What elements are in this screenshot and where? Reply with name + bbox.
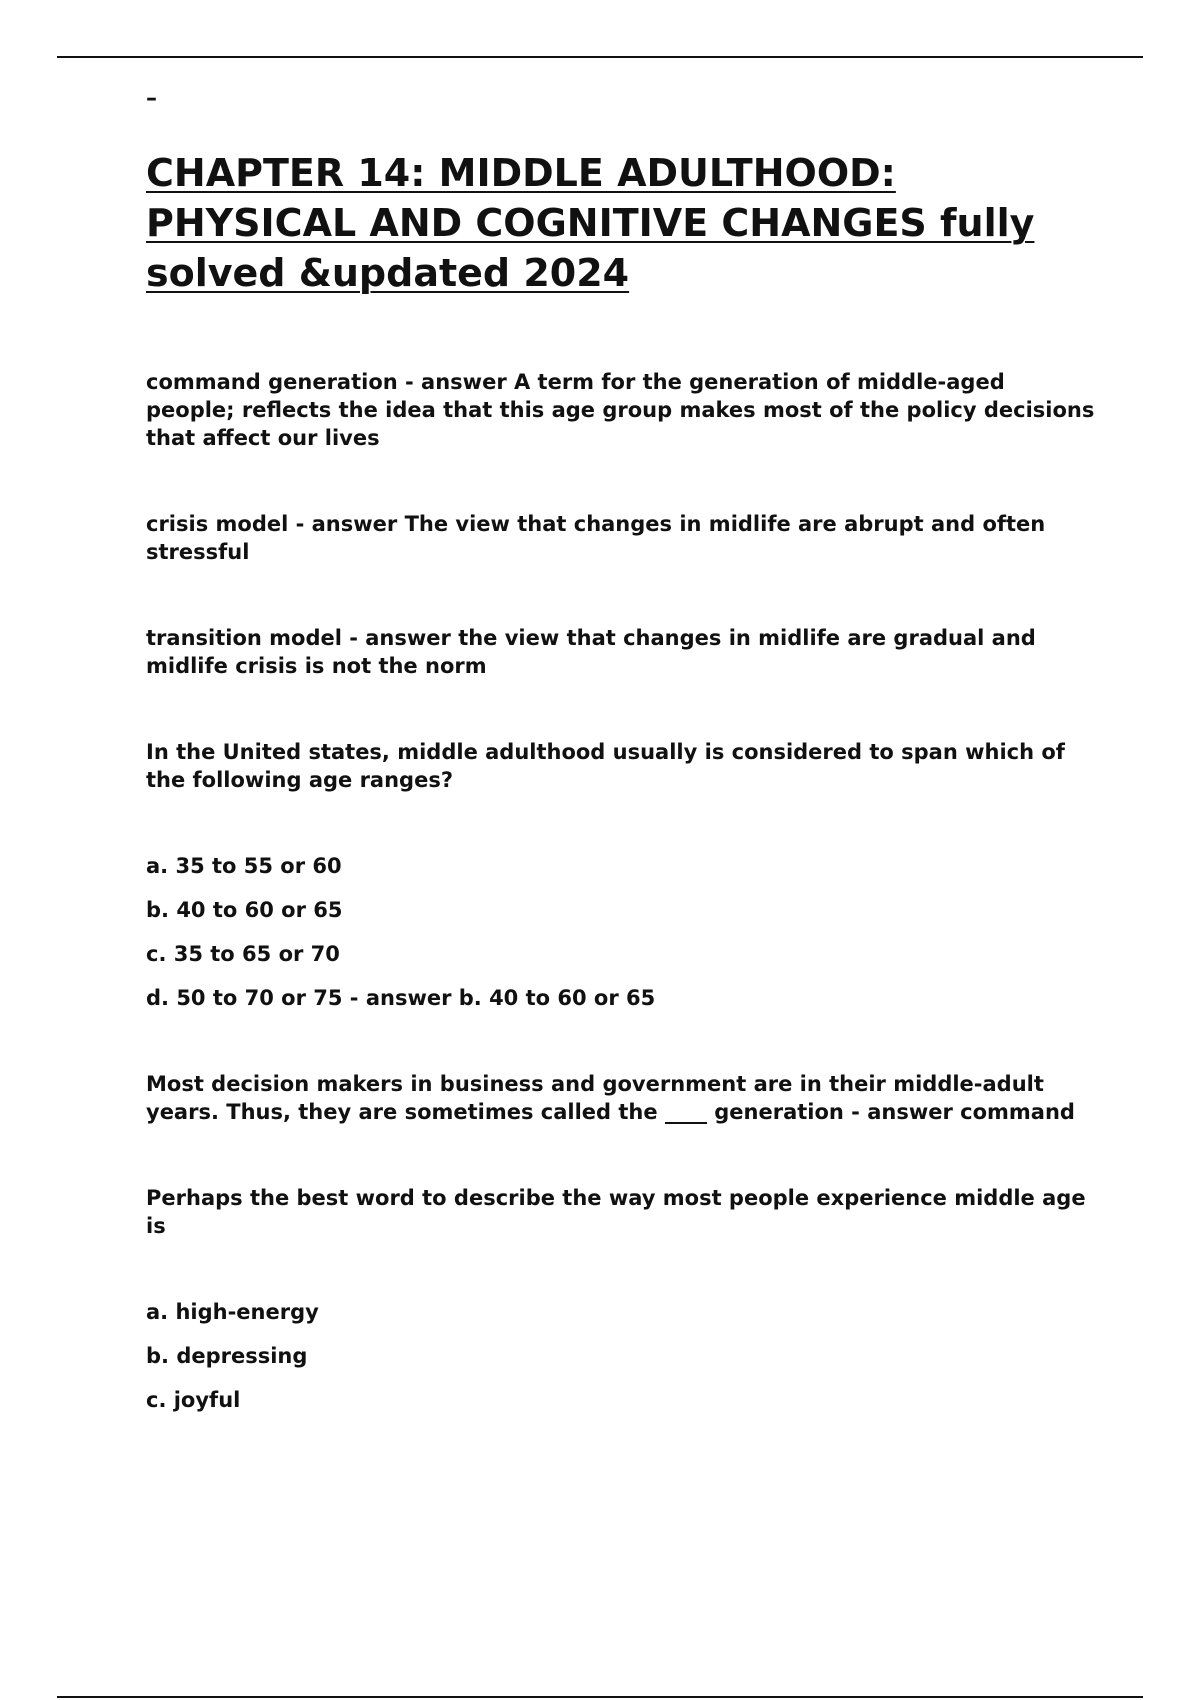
flashcard-crisis-model: crisis model - answer The view that changes in midlife are abrupt and often stressful <box>146 512 1046 564</box>
document-body <box>146 88 1096 1414</box>
answer-option: b. 40 to 60 or 65 <box>146 898 343 922</box>
answer-option: c. joyful <box>146 1388 241 1412</box>
flashcard-transition-model: transition model - answer the view that changes in midlife are gradual and midlife crisis is not the norm <box>146 626 1036 678</box>
top-rule <box>57 56 1143 58</box>
answer-option: a. 35 to 55 or 60 <box>146 854 342 878</box>
answer-option: b. depressing <box>146 1344 308 1368</box>
answer-options-middle-age <box>146 1298 1096 1414</box>
leading-mark: – <box>146 86 157 111</box>
question-middle-age-experience: Perhaps the best word to describe the way most people experience middle age is <box>146 1186 1086 1238</box>
answer-options-age-range <box>146 852 1096 1012</box>
answer-option: c. 35 to 65 or 70 <box>146 942 340 966</box>
question-age-range: In the United states, middle adulthood usually is considered to span which of the following age ranges? <box>146 740 1065 792</box>
flashcard-command-generation: command generation - answer A term for the generation of middle-aged people; reflects the idea that this age group makes most of the policy decisions that affect our lives <box>146 370 1095 450</box>
flashcard-decision-makers: Most decision makers in business and government are in their middle-adult years. Thus, they are sometimes called the ____ generation - answer command <box>146 1072 1075 1124</box>
answer-option: a. high-energy <box>146 1300 319 1324</box>
bottom-rule <box>57 1696 1143 1698</box>
document-title: CHAPTER 14: MIDDLE ADULTHOOD: PHYSICAL AND COGNITIVE CHANGES fully solved &updated 2024 <box>146 151 1035 295</box>
answer-option: d. 50 to 70 or 75 - answer b. 40 to 60 or 65 <box>146 986 656 1010</box>
